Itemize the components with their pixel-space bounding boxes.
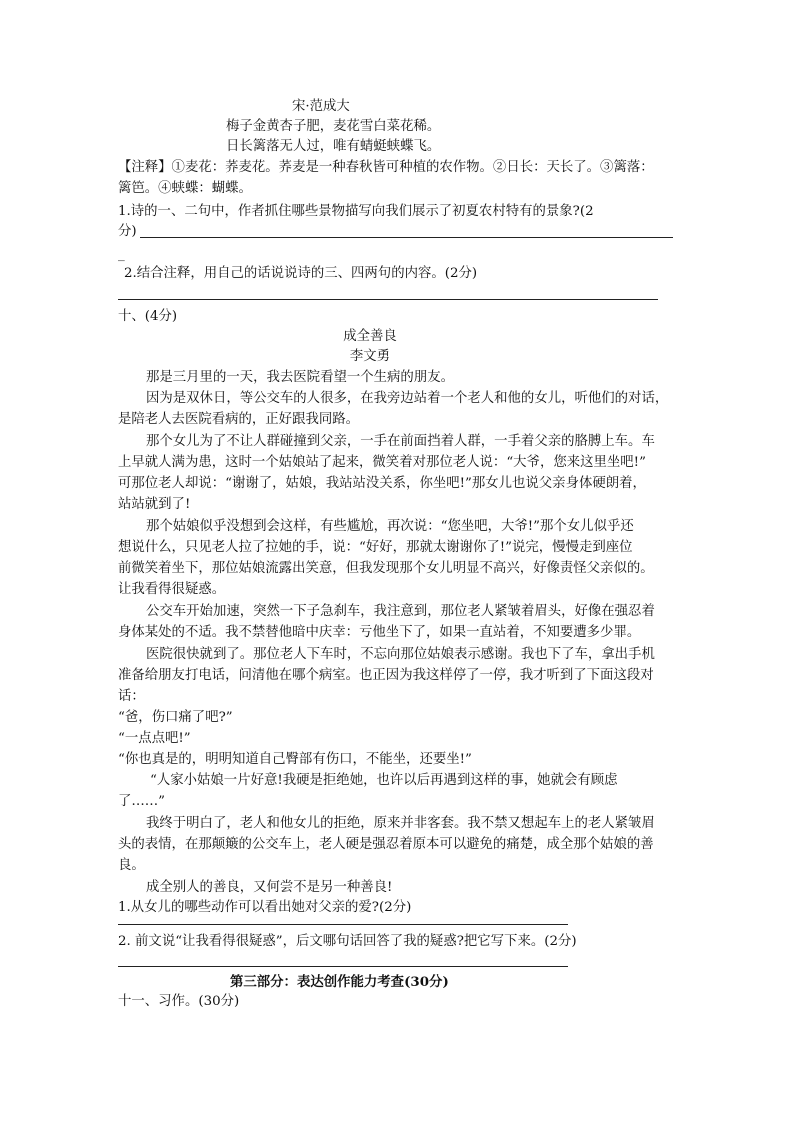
paragraph-8: 成全别人的善良，又何尝不是另一种善良! bbox=[146, 880, 393, 895]
answer-line bbox=[140, 237, 673, 238]
dialogue-line: “一点点吧!” bbox=[118, 731, 191, 746]
answer-line bbox=[118, 924, 568, 925]
answer-line-tail: _ bbox=[118, 247, 125, 262]
article-author: 李文勇 bbox=[349, 349, 391, 364]
notes-line-1: 【注释】①麦花：荞麦花。荞麦是一种春秋皆可种植的农作物。②日长：天长了。③篱落： bbox=[118, 160, 654, 175]
poem-question-2: 2.结合注释，用自己的话说说诗的三、四两句的内容。(2分) bbox=[124, 266, 478, 281]
paragraph-5-line: 身体某处的不适。我不禁替他暗中庆幸：亏他坐下了，如果一直站着，不知要遭多少罪。 bbox=[118, 625, 641, 640]
paragraph-3-line: 站站就到了! bbox=[118, 497, 191, 512]
notes-line-2: 篱笆。④蛱蝶：蝴蝶。 bbox=[118, 181, 252, 196]
paragraph-4-line: 前微笑着坐下，那位姑娘流露出笑意，但我发现那个女儿明显不高兴，好像责怪父亲似的。 bbox=[118, 561, 654, 576]
paragraph-4-line: 想说什么，只见老人拉了拉她的手，说：“好好，那就太谢谢你了!”说完，慢慢走到座位 bbox=[118, 540, 633, 555]
paragraph-5-line: 公交车开始加速，突然一下子急刹车，我注意到，那位老人紧皱着眉头，好像在强忍着 bbox=[146, 604, 655, 619]
dialogue-line: “人家小姑娘一片好意!我硬是拒绝她，也许以后再遇到这样的事，她就会有顾虑 bbox=[150, 773, 618, 788]
dialogue-line: “你也真是的，明明知道自己臀部有伤口，不能坐，还要坐!” bbox=[118, 752, 472, 767]
answer-line bbox=[118, 299, 658, 300]
paragraph-1: 那是三月里的一天，我去医院看望一个生病的朋友。 bbox=[146, 370, 454, 385]
poem-question-1: 1.诗的一、二句中，作者抓住哪些景物描写向我们展示了初夏农村特有的景象?(2 bbox=[118, 204, 594, 219]
answer-line bbox=[118, 966, 568, 967]
paragraph-2-line: 因为是双休日，等公交车的人很多，在我旁边站着一个老人和他的女儿，听他们的对话， bbox=[146, 391, 669, 406]
paragraph-6-line: 准备给朋友打电话，问清他在哪个病室。也正因为我这样停了一停，我才听到了下面这段对 bbox=[118, 668, 654, 683]
dialogue-line: 了……” bbox=[118, 794, 166, 809]
paragraph-3-line: 上早就人满为患，这时一个姑娘站了起来，微笑着对那位老人说：“大爷，您来这里坐吧!” bbox=[118, 455, 646, 470]
poem-line-2: 日长篱落无人过，唯有蜻蜓蛱蝶飞。 bbox=[226, 139, 441, 154]
paragraph-3-line: 可那位老人却说：“谢谢了，姑娘，我站站没关系，你坐吧!”那女儿也说父亲身体硬朗着， bbox=[118, 476, 646, 491]
poem-author: 宋·范成大 bbox=[292, 99, 350, 114]
paragraph-7-line: 良。 bbox=[118, 858, 145, 873]
paragraph-6-line: 话： bbox=[118, 689, 145, 704]
part-3-heading: 第三部分：表达创作能力考查(30分) bbox=[230, 974, 449, 990]
poem-question-1-cont: 分) bbox=[118, 224, 137, 239]
paragraph-6-line: 医院很快就到了。那位老人下车时，不忘向那位姑娘表示感谢。我也下了车，拿出手机 bbox=[146, 647, 655, 662]
paragraph-4-line: 那个姑娘似乎没想到会这样，有些尴尬，再次说：“您坐吧，大爷!”那个女儿似乎还 bbox=[146, 519, 634, 534]
section-11-heading: 十一、习作。(30分) bbox=[118, 994, 240, 1009]
paragraph-2-line: 是陪老人去医院看病的，正好跟我同路。 bbox=[118, 412, 360, 427]
article-question-1: 1.从女儿的哪些动作可以看出她对父亲的爱?(2分) bbox=[118, 900, 412, 915]
paragraph-7-line: 头的表情，在那颠簸的公交车上，老人硬是强忍着原本可以避免的痛楚，成全那个姑娘的善 bbox=[118, 837, 654, 852]
paragraph-7-line: 我终于明白了，老人和他女儿的拒绝，原来并非客套。我不禁又想起车上的老人紧皱眉 bbox=[146, 816, 655, 831]
section-10-heading: 十、(4分) bbox=[118, 309, 178, 324]
poem-line-1: 梅子金黄杏子肥，麦花雪白菜花稀。 bbox=[226, 119, 441, 134]
article-title: 成全善良 bbox=[343, 329, 397, 344]
dialogue-line: “爸，伤口痛了吧?” bbox=[118, 710, 233, 725]
paragraph-3-line: 那个女儿为了不让人群碰撞到父亲，一手在前面挡着人群，一手着父亲的胳膊上车。车 bbox=[146, 434, 655, 449]
article-question-2: 2. 前文说“让我看得很疑惑”，后文哪句话回答了我的疑惑?把它写下来。(2分) bbox=[118, 934, 577, 949]
paragraph-4-line: 让我看得很疑惑。 bbox=[118, 582, 226, 597]
